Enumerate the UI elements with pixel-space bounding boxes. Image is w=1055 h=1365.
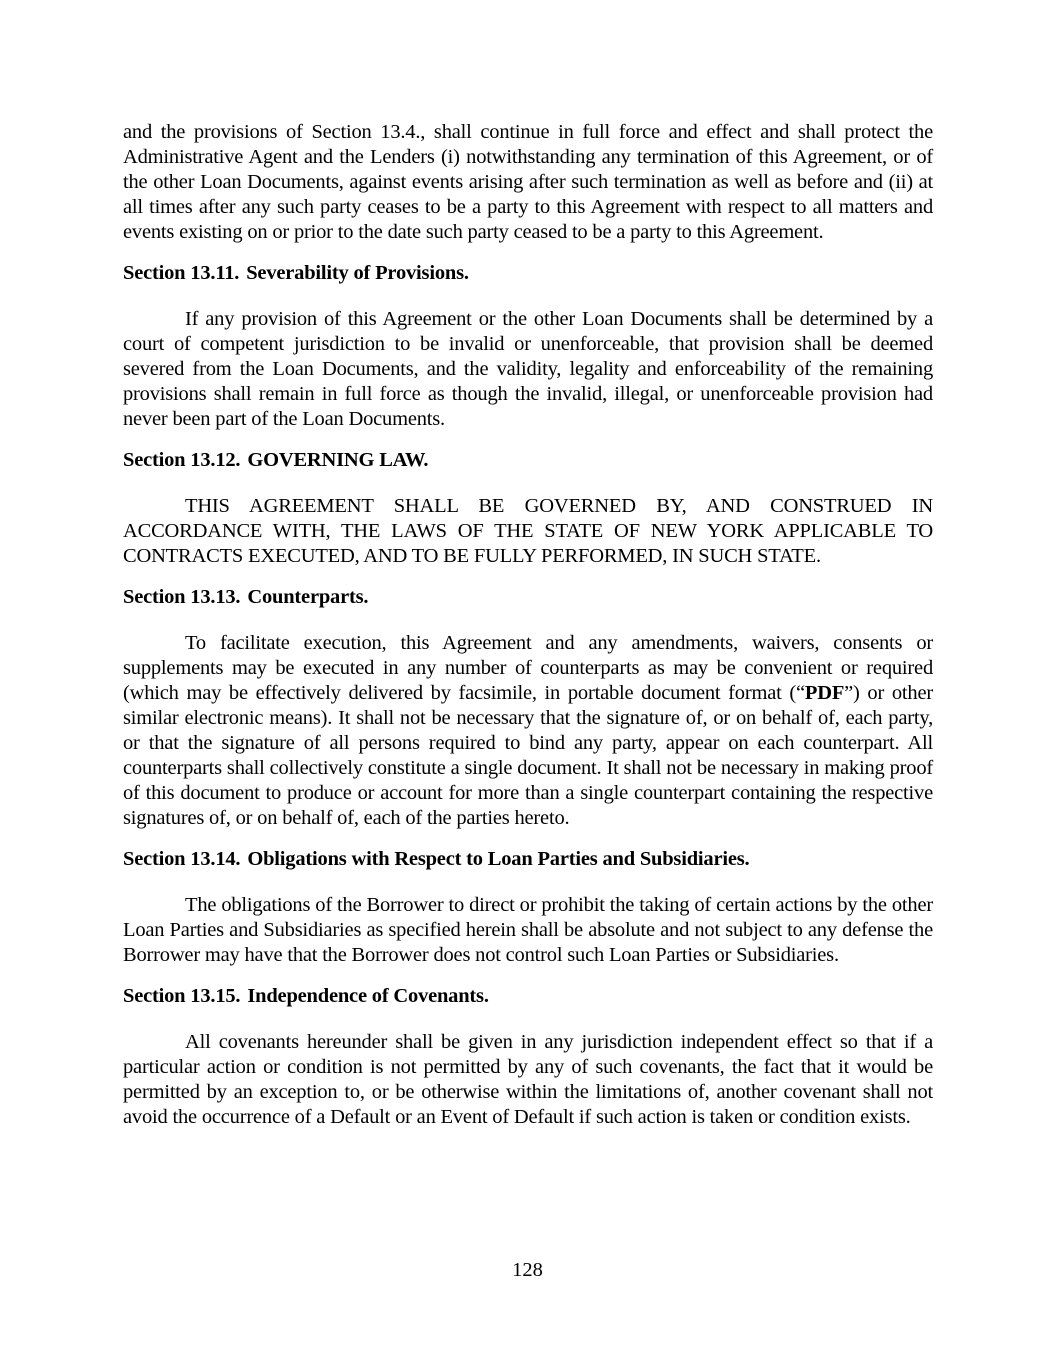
section-number: Section 13.13. bbox=[123, 586, 241, 608]
section-heading-13-11 bbox=[123, 261, 933, 286]
section-title: Severability of Provisions. bbox=[246, 262, 469, 284]
section-13-14-paragraph: The obligations of the Borrower to direct or prohibit the taking of certain actions by the other Loan Parties and Subsidiaries as specified herein shall be absolute and not subject to any defense the Borrower may have that the Borrower does not control such Loan Parties or Subsidiaries. bbox=[123, 894, 933, 966]
section-title: Counterparts. bbox=[247, 586, 369, 608]
section-heading-13-13 bbox=[123, 585, 933, 610]
section-title: Independence of Covenants. bbox=[247, 985, 489, 1007]
section-number: Section 13.15. bbox=[123, 985, 241, 1007]
paragraph-continuation: and the provisions of Section 13.4., shall continue in full force and effect and shall protect the Administrative Agent and the Lenders (i) notwithstanding any termination of this Agreement, or of the other Loan Documents, against events arising after such termination as well as before and (ii) at all times after any such party ceases to be a party to this Agreement with respect to all matters and events existing on or prior to the date such party ceased to be a party to this Agreement. bbox=[123, 121, 933, 243]
paragraph-text: To facilitate execution, this Agreement and any amendments, waivers, consents or supplements may be executed in any number of counterparts as may be convenient or required (which may be effectively delivered by facsimile, in portable document format (“ bbox=[123, 632, 933, 704]
page-number: 128 bbox=[512, 1259, 543, 1281]
section-number: Section 13.11. bbox=[123, 262, 240, 284]
paragraph-text: ”) or other similar electronic means). It shall not be necessary that the signature of, or on behalf of, each party, or that the signature of all persons required to bind any party, appear on each counterpart. All counterparts shall collectively constitute a single document. It shall not be necessary in making proof of this document to produce or account for more than a single counterpart containing the respective signatures of, or on behalf of, each of the parties hereto. bbox=[123, 682, 933, 829]
section-heading-13-12 bbox=[123, 448, 933, 473]
section-title: Obligations with Respect to Loan Parties and Subsidiaries. bbox=[247, 848, 750, 870]
section-number: Section 13.14. bbox=[123, 848, 241, 870]
section-heading-13-15 bbox=[123, 984, 933, 1009]
section-13-15-paragraph: All covenants hereunder shall be given in any jurisdiction independent effect so that if a particular action or condition is not permitted by any of such covenants, the fact that it would be permitted by an exception to, or be otherwise within the limitations of, another covenant shall not avoid the occurrence of a Default or an Event of Default if such action is taken or condition exists. bbox=[123, 1031, 933, 1128]
section-number: Section 13.12. bbox=[123, 449, 241, 471]
page-footer bbox=[0, 1258, 1055, 1283]
section-13-12-paragraph: THIS AGREEMENT SHALL BE GOVERNED BY, AND CONSTRUED IN ACCORDANCE WITH, THE LAWS OF THE STATE OF NEW YORK APPLICABLE TO CONTRACTS EXECUTED, AND TO BE FULLY PERFORMED, IN SUCH STATE. bbox=[123, 495, 933, 567]
defined-term-pdf: PDF bbox=[804, 682, 845, 704]
section-heading-13-14 bbox=[123, 847, 933, 872]
section-title: GOVERNING LAW. bbox=[247, 449, 429, 471]
document-body bbox=[123, 120, 933, 1130]
section-13-13-paragraph bbox=[123, 631, 933, 831]
section-13-11-paragraph: If any provision of this Agreement or the other Loan Documents shall be determined by a court of competent jurisdiction to be invalid or unenforceable, that provision shall be deemed severed from the Loan Documents, and the validity, legality and enforceability of the remaining provisions shall remain in full force as though the invalid, illegal, or unenforceable provision had never been part of the Loan Documents. bbox=[123, 308, 933, 430]
